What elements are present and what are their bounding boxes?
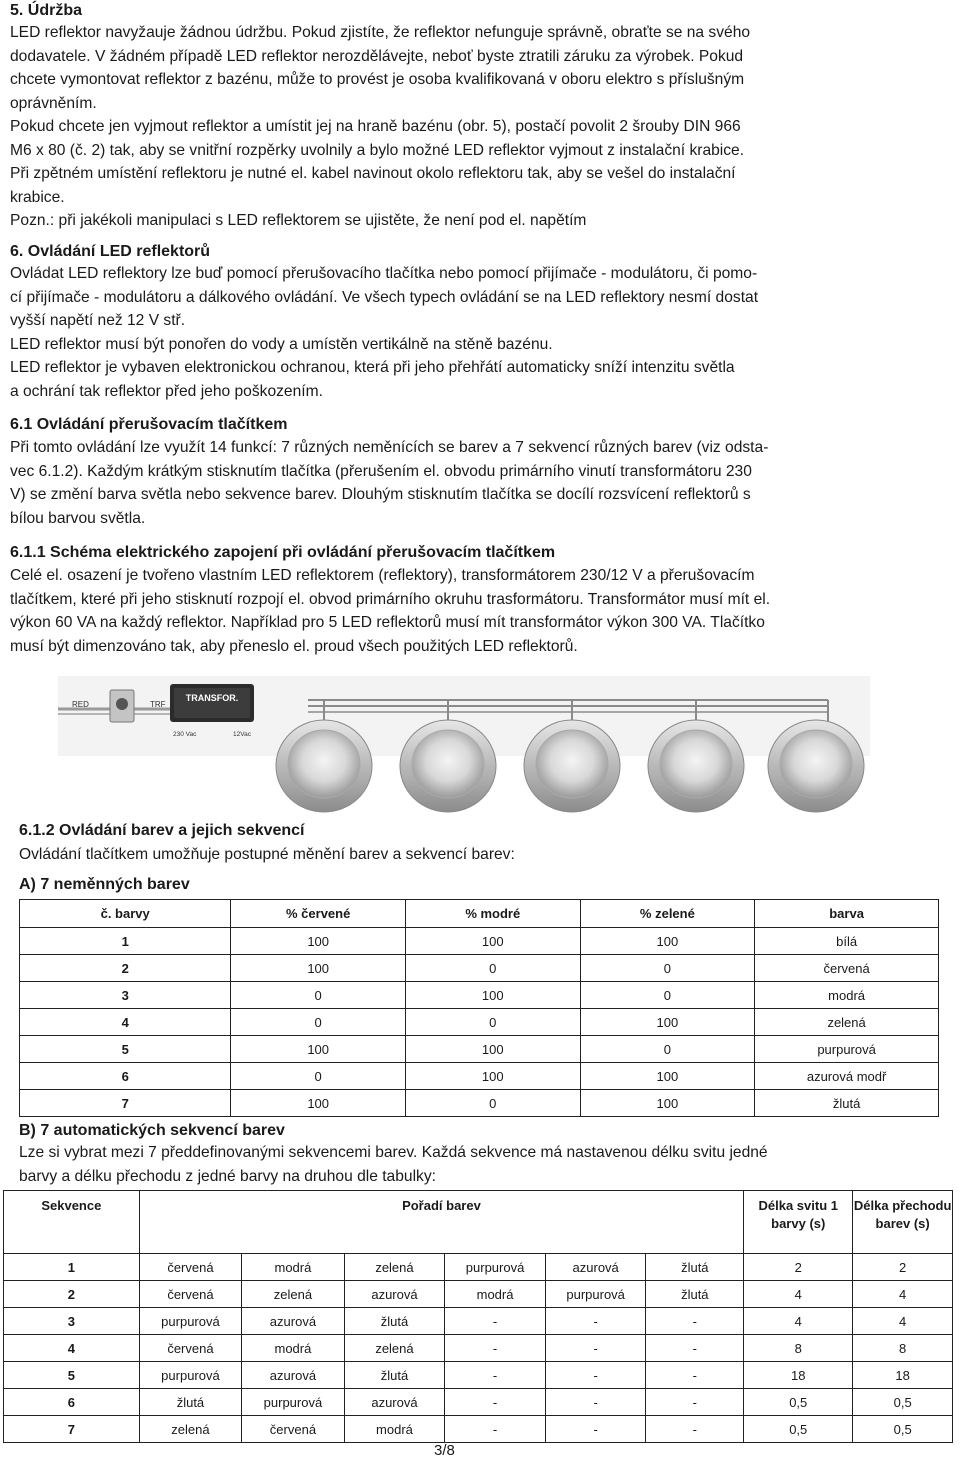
table-row <box>20 1009 939 1036</box>
text-line: Při tomto ovládání lze využít 14 funkcí: 7 různých neměnících se barev a 7 sekvencí různých barev (viz odsta- <box>10 439 769 456</box>
table-header: % modré <box>405 900 580 928</box>
table-cell: 4 <box>20 1009 231 1036</box>
fixed-colors-table <box>19 899 939 1117</box>
table-cell: - <box>445 1416 546 1443</box>
table-cell: 0 <box>580 982 755 1009</box>
table-cell: 100 <box>231 955 406 982</box>
table-cell: azurová <box>242 1308 344 1335</box>
table-cell: žlutá <box>344 1362 445 1389</box>
transformer-icon <box>170 684 254 722</box>
transformer-label: TRANSFOR. <box>185 693 239 703</box>
text-line: oprávněním. <box>10 94 97 112</box>
table-cell: 7 <box>4 1416 140 1443</box>
table-cell: - <box>545 1362 646 1389</box>
table-cell: zelená <box>755 1009 939 1036</box>
table-row <box>20 982 939 1009</box>
table-cell: 0,5 <box>853 1416 953 1443</box>
color-sequences-table <box>3 1190 953 1443</box>
table-header: Pořadí barev <box>139 1191 743 1254</box>
table-cell: žlutá <box>646 1281 744 1308</box>
table-cell: 18 <box>744 1362 853 1389</box>
table-cell: 4 <box>853 1281 953 1308</box>
table-row <box>4 1281 953 1308</box>
table-cell: 4 <box>744 1281 853 1308</box>
text-line: Lze si vybrat mezi 7 předdefinovanými sekvencemi barev. Každá sekvence má nastavenou délku svitu jedné <box>19 1144 768 1161</box>
table-row <box>4 1254 953 1281</box>
table-cell: 0 <box>580 955 755 982</box>
text-line: Celé el. osazení je tvořeno vlastním LED reflektorem (reflektory), transformátorem 230/12 V a přerušovacím <box>10 567 755 584</box>
table-cell: 0 <box>405 1009 580 1036</box>
table-cell: - <box>545 1308 646 1335</box>
table-row <box>20 1090 939 1117</box>
table-header: % zelené <box>580 900 755 928</box>
table-row <box>4 1308 953 1335</box>
table-cell: červená <box>755 955 939 982</box>
table-header: č. barvy <box>20 900 231 928</box>
table-row <box>4 1389 953 1416</box>
table-cell: 1 <box>4 1254 140 1281</box>
section-6-title: 6. Ovládání LED reflektorů <box>10 243 211 260</box>
table-header: Sekvence <box>4 1191 140 1254</box>
table-cell: 100 <box>231 1036 406 1063</box>
table-cell: modrá <box>242 1335 344 1362</box>
table-row <box>20 1063 939 1090</box>
table-cell: azurová <box>344 1389 445 1416</box>
text-line: dodavatele. V žádném případě LED reflektor nerozdělávejte, neboť byste ztratili záruku za výrobek. Pokud <box>10 47 744 65</box>
table-header-row <box>20 900 939 928</box>
label-12vac: 12Vac <box>233 731 251 738</box>
label-trf: TRF <box>150 700 166 709</box>
text-line: výkon 60 VA na každý reflektor. Například pro 5 LED reflektorů musí mít transformátor výkon 300 VA. Tlačítko <box>10 614 765 631</box>
text-line: musí být dimenzováno tak, aby přeneslo el. proud všech použitých LED reflektorů. <box>10 637 578 655</box>
table-cell: 18 <box>853 1362 953 1389</box>
subsection-a-title: A) 7 neměnných barev <box>19 876 190 893</box>
table-cell: 100 <box>231 928 406 955</box>
table-cell: - <box>445 1335 546 1362</box>
table-cell: 0 <box>580 1036 755 1063</box>
subsection-b-title: B) 7 automatických sekvencí barev <box>19 1122 285 1139</box>
text-line: chcete vymontovat reflektor z bazénu, může to provést je osoba kvalifikovaná v oboru elektro s příslušným <box>10 71 745 88</box>
table-cell: 3 <box>4 1308 140 1335</box>
table-cell: 3 <box>20 982 231 1009</box>
table-cell: 0,5 <box>853 1389 953 1416</box>
table-cell: 1 <box>20 928 231 955</box>
text-line: M6 x 80 (č. 2) tak, aby se vnitřní rozpěrky uvolnily a bylo možné LED reflektor vyjmout z instalační krabice. <box>10 141 745 159</box>
table-cell: 4 <box>744 1308 853 1335</box>
table-cell: 100 <box>580 928 755 955</box>
table-row <box>20 1036 939 1063</box>
table-cell: purpurová <box>139 1308 241 1335</box>
text-line: barvy a délku přechodu z jedné barvy na druhou dle tabulky: <box>19 1167 436 1185</box>
table-cell: zelená <box>344 1335 445 1362</box>
text-line: Pokud chcete jen vyjmout reflektor a umístit jej na hraně bazénu (obr. 5), postačí povolit 2 šrouby DIN 966 <box>10 118 741 135</box>
table-cell: 0 <box>405 955 580 982</box>
table-header-row <box>4 1191 953 1254</box>
table-cell: 2 <box>20 955 231 982</box>
table-cell: - <box>445 1308 546 1335</box>
text-line: bílou barvou světla. <box>10 509 146 527</box>
section-5-title: 5. Údržba <box>10 2 83 19</box>
text-line: LED reflektor navyžauje žádnou údržbu. Pokud zjistíte, že reflektor nefunguje správně, obraťte se na svého <box>10 24 751 41</box>
push-button-icon <box>110 690 134 722</box>
table-cell: 2 <box>853 1254 953 1281</box>
table-header: % červené <box>231 900 406 928</box>
section-6-1-2-title: 6.1.2 Ovládání barev a jejich sekvencí <box>19 822 305 839</box>
text-line: Ovládat LED reflektory lze buď pomocí přerušovacího tlačítka nebo pomocí přijímače - modulátoru, či pomo- <box>10 265 758 282</box>
section-6-1-2-intro: Ovládání tlačítkem umožňuje postupné měnění barev a sekvencí barev: <box>19 846 515 863</box>
section-5-body <box>10 21 950 233</box>
table-cell: - <box>445 1362 546 1389</box>
text-line: LED reflektor je vybaven elektronickou ochranou, která při jeho přehřátí automaticky sníží intenzitu světla <box>10 359 735 376</box>
text-line: V) se změní barva světla nebo sekvence barev. Dlouhým stisknutím tlačítka se docílí rozsvícení reflektorů s <box>10 486 751 503</box>
table-cell: žlutá <box>139 1389 241 1416</box>
table-cell: 0 <box>405 1090 580 1117</box>
table-cell: 8 <box>744 1335 853 1362</box>
table-cell: - <box>545 1335 646 1362</box>
table-cell: 7 <box>20 1090 231 1117</box>
table-cell: 4 <box>853 1308 953 1335</box>
table-cell: 5 <box>20 1036 231 1063</box>
text-line: Pozn.: při jakékoli manipulaci s LED reflektorem se ujistěte, že není pod el. napětím <box>10 212 587 229</box>
table-cell: 6 <box>20 1063 231 1090</box>
table-cell: zelená <box>139 1416 241 1443</box>
table-cell: 100 <box>405 1063 580 1090</box>
text-line: krabice. <box>10 188 65 206</box>
table-cell: bílá <box>755 928 939 955</box>
table-cell: purpurová <box>755 1036 939 1063</box>
text-line: cí přijímače - modulátoru a dálkového ovládání. Ve všech typech ovládání se na LED reflektory nesmí dostat <box>10 288 759 306</box>
table-cell: červená <box>139 1335 241 1362</box>
table-cell: 4 <box>4 1335 140 1362</box>
page-number: 3/8 <box>434 1442 455 1459</box>
table-cell: - <box>646 1308 744 1335</box>
table-cell: purpurová <box>242 1389 344 1416</box>
table-cell: modrá <box>344 1416 445 1443</box>
table-cell: 6 <box>4 1389 140 1416</box>
table-cell: 2 <box>4 1281 140 1308</box>
table-cell: azurová <box>545 1254 646 1281</box>
table-cell: žlutá <box>755 1090 939 1117</box>
table-header: Délka svitu 1 barvy (s) <box>744 1191 853 1254</box>
table-cell: 100 <box>580 1063 755 1090</box>
label-red: RED <box>72 700 89 709</box>
table-cell: červená <box>242 1416 344 1443</box>
table-row <box>20 928 939 955</box>
label-230vac: 230 Vac <box>173 731 197 738</box>
table-cell: 0 <box>231 982 406 1009</box>
text-line: a ochrání tak reflektor před jeho poškozením. <box>10 382 323 400</box>
table-cell: purpurová <box>445 1254 546 1281</box>
table-cell: - <box>545 1416 646 1443</box>
table-cell: azurová <box>344 1281 445 1308</box>
table-cell: 0 <box>231 1009 406 1036</box>
table-cell: 5 <box>4 1362 140 1389</box>
text-line: LED reflektor musí být ponořen do vody a umístěn vertikálně na stěně bazénu. <box>10 335 553 353</box>
table-cell: zelená <box>344 1254 445 1281</box>
table-header: barva <box>755 900 939 928</box>
table-row <box>4 1362 953 1389</box>
table-cell: 100 <box>405 1036 580 1063</box>
text-line: vec 6.1.2). Každým krátkým stisknutím tlačítka (přerušením el. obvodu primárního vinutí transformátoru 230 <box>10 462 752 480</box>
section-6-1-title: 6.1 Ovládání přerušovacím tlačítkem <box>10 416 288 433</box>
table-cell: 0,5 <box>744 1389 853 1416</box>
table-cell: modrá <box>755 982 939 1009</box>
table-cell: - <box>646 1335 744 1362</box>
table-cell: - <box>646 1362 744 1389</box>
table-cell: modrá <box>445 1281 546 1308</box>
table-cell: purpurová <box>545 1281 646 1308</box>
subsection-b-body <box>19 1141 949 1188</box>
table-cell: modrá <box>242 1254 344 1281</box>
table-cell: žlutá <box>344 1308 445 1335</box>
led-reflector-icon <box>768 720 864 812</box>
table-cell: azurová <box>242 1362 344 1389</box>
table-cell: 8 <box>853 1335 953 1362</box>
table-cell: 100 <box>580 1090 755 1117</box>
table-cell: purpurová <box>139 1362 241 1389</box>
wiring-diagram <box>58 676 870 816</box>
section-6-1-body <box>10 436 950 530</box>
text-line: vyšší napětí než 12 V stř. <box>10 312 186 329</box>
table-cell: - <box>646 1389 744 1416</box>
text-line: Při zpětném umístění reflektoru je nutné el. kabel navinout okolo reflektoru tak, aby se vešel do instalační <box>10 165 736 182</box>
table-cell: - <box>445 1389 546 1416</box>
table-cell: 2 <box>744 1254 853 1281</box>
table-cell: - <box>646 1416 744 1443</box>
section-6-body <box>10 262 950 403</box>
table-row <box>4 1335 953 1362</box>
table-cell: zelená <box>242 1281 344 1308</box>
table-cell: 100 <box>405 982 580 1009</box>
section-6-1-1-body <box>10 564 950 658</box>
table-cell: 0 <box>231 1063 406 1090</box>
table-cell: 100 <box>405 928 580 955</box>
table-row <box>20 955 939 982</box>
table-cell: červená <box>139 1281 241 1308</box>
table-cell: 100 <box>231 1090 406 1117</box>
table-cell: azurová modř <box>755 1063 939 1090</box>
section-6-1-1-title: 6.1.1 Schéma elektrického zapojení při ovládání přerušovacím tlačítkem <box>10 544 556 561</box>
table-cell: červená <box>139 1254 241 1281</box>
table-cell: 0,5 <box>744 1416 853 1443</box>
table-cell: - <box>545 1389 646 1416</box>
table-cell: 100 <box>580 1009 755 1036</box>
table-row <box>4 1416 953 1443</box>
table-header: Délka přechodu barev (s) <box>853 1191 953 1254</box>
text-line: tlačítkem, které při jeho stisknutí rozpojí el. obvod primárního okruhu trasformátoru. Transformátor musí mít el. <box>10 590 771 608</box>
table-cell: žlutá <box>646 1254 744 1281</box>
